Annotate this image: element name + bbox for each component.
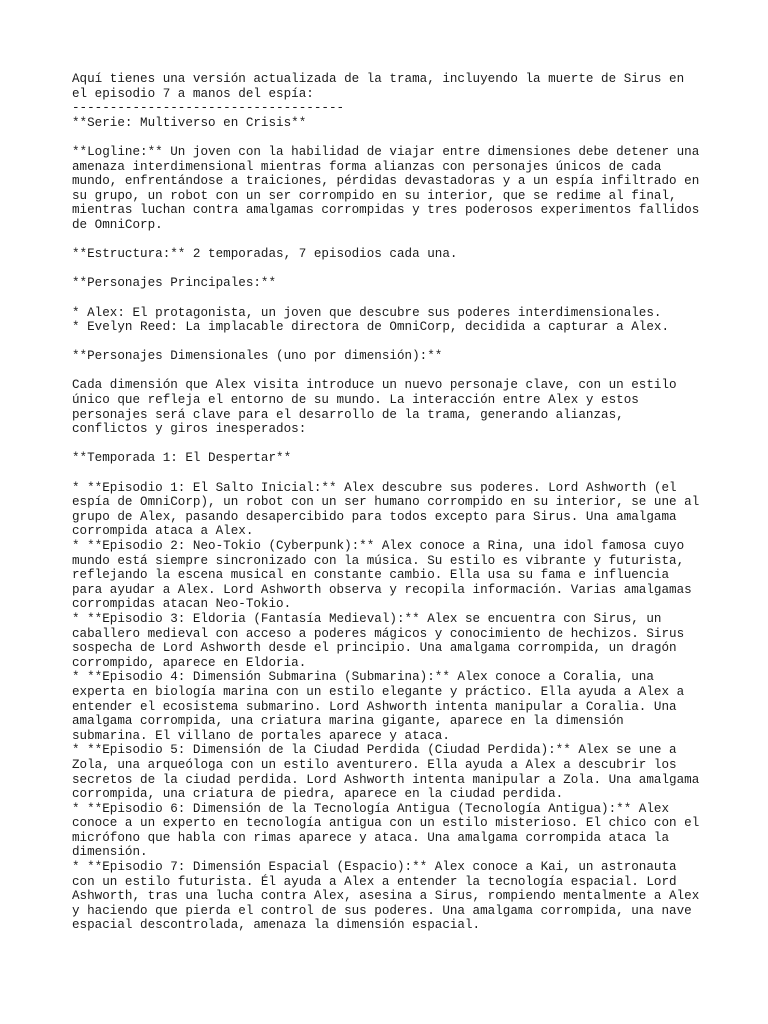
text-line: reflejando la escena musical en constante cambio. Ella usa su fama e influencia xyxy=(72,568,670,583)
text-line: espacial descontrolada, amenaza la dimensión espacial. xyxy=(72,918,481,933)
text-line: con un estilo futurista. Él ayuda a Alex a entender la tecnología espacial. Lord xyxy=(72,874,677,889)
blank-line xyxy=(72,437,712,452)
text-line: mientras luchan contra amalgamas corrompidas y tres poderosos experimentos fallidos xyxy=(72,203,700,218)
text-line: **Temporada 1: El Despertar** xyxy=(72,451,292,466)
text-line: * **Episodio 3: Eldoria (Fantasía Medieval):** Alex se encuentra con Sirus, un xyxy=(72,611,662,626)
text-line: sospecha de Lord Ashworth desde el principio. Una amalgama corrompida, un dragón xyxy=(72,641,677,656)
text-line: mundo está siempre sincronizado con la música. Su estilo es vibrante y futurista, xyxy=(72,553,685,568)
text-line: conflictos y giros inesperados: xyxy=(72,422,307,437)
text-line: micrófono que habla con rimas aparece y ataca. Una amalgama corrompida ataca la xyxy=(72,830,670,845)
text-line: conoce a un experto en tecnología antigua con un estilo misterioso. El chico con el xyxy=(72,816,700,831)
blank-line xyxy=(72,335,712,350)
blank-line xyxy=(72,364,712,379)
text-line: caballero medieval con acceso a poderes mágicos y conocimiento de hechizos. Sirus xyxy=(72,626,685,641)
text-line: secretos de la ciudad perdida. Lord Ashworth intenta manipular a Zola. Una amalgama xyxy=(72,772,700,787)
document-page xyxy=(72,72,712,933)
text-line: * **Episodio 6: Dimensión de la Tecnología Antigua (Tecnología Antigua):** Alex xyxy=(72,801,670,816)
text-line: grupo de Alex, pasando desapercibido para todos excepto para Sirus. Una amalgama xyxy=(72,509,677,524)
text-line: * Evelyn Reed: La implacable directora de OmniCorp, decidida a capturar a Alex. xyxy=(72,320,670,335)
text-line: corrompido, aparece en Eldoria. xyxy=(72,655,307,670)
blank-line xyxy=(72,291,712,306)
text-line: * **Episodio 1: El Salto Inicial:** Alex descubre sus poderes. Lord Ashworth (el xyxy=(72,480,677,495)
text-line: corrompida ataca a Alex. xyxy=(72,524,254,539)
text-line: amalgama corrompida, una criatura marina gigante, aparece en la dimensión xyxy=(72,714,624,729)
text-line: Ashworth, tras una lucha contra Alex, asesina a Sirus, rompiendo mentalmente a Alex xyxy=(72,889,700,904)
text-line: * **Episodio 5: Dimensión de la Ciudad Perdida (Ciudad Perdida):** Alex se une a xyxy=(72,743,677,758)
text-line: **Serie: Multiverso en Crisis** xyxy=(72,115,307,130)
text-line: amenaza interdimensional mientras forma alianzas con personajes únicos de cada xyxy=(72,159,662,174)
text-line: ------------------------------------ xyxy=(72,101,345,116)
text-line: de OmniCorp. xyxy=(72,217,163,232)
blank-line xyxy=(72,262,712,277)
blank-line xyxy=(72,130,712,145)
text-line: * **Episodio 7: Dimensión Espacial (Espacio):** Alex conoce a Kai, un astronauta xyxy=(72,860,677,875)
blank-line xyxy=(72,233,712,248)
text-line: único que refleja el entorno de su mundo. La interacción entre Alex y estos xyxy=(72,393,639,408)
text-line: mundo, enfrentándose a traiciones, pérdidas devastadoras y a un espía infiltrado en xyxy=(72,174,700,189)
text-line: para ayudar a Alex. Lord Ashworth observa y recopila información. Varias amalgamas xyxy=(72,582,692,597)
text-line: * **Episodio 4: Dimensión Submarina (Submarina):** Alex conoce a Coralia, una xyxy=(72,670,654,685)
text-line: **Logline:** Un joven con la habilidad de viajar entre dimensiones debe detener una xyxy=(72,144,700,159)
blank-line xyxy=(72,466,712,481)
text-line: **Estructura:** 2 temporadas, 7 episodios cada una. xyxy=(72,247,458,262)
text-line: Aquí tienes una versión actualizada de la trama, incluyendo la muerte de Sirus en xyxy=(72,72,685,86)
text-line: * Alex: El protagonista, un joven que descubre sus poderes interdimensionales. xyxy=(72,305,662,320)
text-line: dimensión. xyxy=(72,845,148,860)
text-line: experta en biología marina con un estilo elegante y práctico. Ella ayuda a Alex a xyxy=(72,684,685,699)
text-line: corrompida, una criatura de piedra, aparece en la ciudad perdida. xyxy=(72,787,564,802)
text-line: corrompidas atacan Neo-Tokio. xyxy=(72,597,292,612)
text-line: entender el ecosistema submarino. Lord Ashworth intenta manipular a Coralia. Una xyxy=(72,699,677,714)
text-line: **Personajes Principales:** xyxy=(72,276,277,291)
text-line: personajes será clave para el desarrollo de la trama, generando alianzas, xyxy=(72,407,624,422)
text-line: submarina. El villano de portales aparece y ataca. xyxy=(72,728,450,743)
text-line: **Personajes Dimensionales (uno por dimensión):** xyxy=(72,349,443,364)
text-line: espía de OmniCorp), un robot con un ser humano corrompido en su interior, se une al xyxy=(72,495,700,510)
text-line: el episodio 7 a manos del espía: xyxy=(72,86,314,101)
text-line: * **Episodio 2: Neo-Tokio (Cyberpunk):** Alex conoce a Rina, una idol famosa cuyo xyxy=(72,539,685,553)
text-line: Cada dimensión que Alex visita introduce un nuevo personaje clave, con un estilo xyxy=(72,378,677,393)
text-line: y haciendo que pierda el control de sus poderes. Una amalgama corrompida, una nave xyxy=(72,903,692,918)
text-line: Zola, una arqueóloga con un estilo aventurero. Ella ayuda a Alex a descubrir los xyxy=(72,757,677,772)
text-line: su grupo, un robot con un ser corrompido en su interior, que se redime al final, xyxy=(72,188,677,203)
